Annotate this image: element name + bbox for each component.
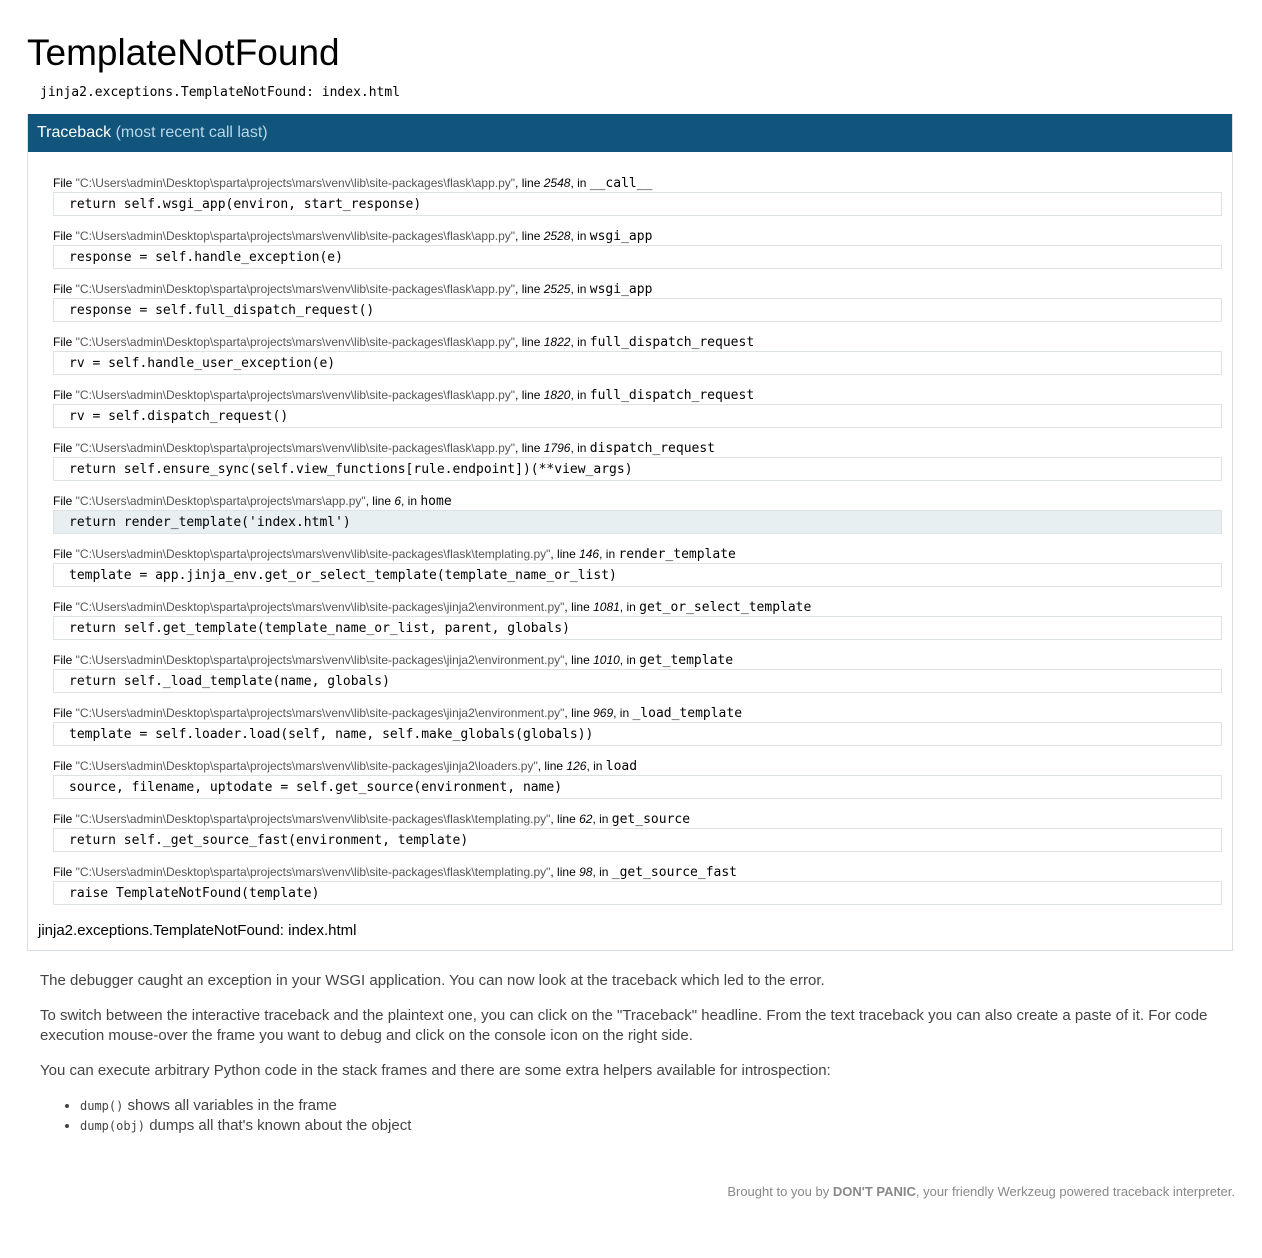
frame-filename: "C:\Users\admin\Desktop\sparta\projects\mars\venv\lib\site-packages\flask\app.py" xyxy=(75,176,516,190)
traceback-frame[interactable] xyxy=(53,386,1222,428)
traceback-frame[interactable] xyxy=(53,227,1222,269)
file-label: File xyxy=(53,229,76,243)
frame-lineno: 969 xyxy=(593,706,614,720)
in-label: , in xyxy=(599,547,619,561)
frame-lineno: 62 xyxy=(579,812,593,826)
frame-location xyxy=(53,651,1222,669)
file-label: File xyxy=(53,441,76,455)
frame-function: get_template xyxy=(639,653,734,668)
frame-filename: "C:\Users\admin\Desktop\sparta\projects\mars\venv\lib\site-packages\flask\templating.py" xyxy=(75,865,551,879)
frame-source-line[interactable]: return render_template('index.html') xyxy=(53,510,1222,534)
file-label: File xyxy=(53,759,76,773)
traceback-headline[interactable] xyxy=(28,114,1232,152)
traceback-panel xyxy=(27,114,1233,951)
frame-filename: "C:\Users\admin\Desktop\sparta\projects\mars\venv\lib\site-packages\flask\app.py" xyxy=(75,441,516,455)
file-label: File xyxy=(53,812,76,826)
frame-lineno: 1820 xyxy=(543,388,571,402)
frame-filename: "C:\Users\admin\Desktop\sparta\projects\mars\venv\lib\site-packages\jinja2\environment.py" xyxy=(75,706,565,720)
footer-brand: DON'T PANIC xyxy=(832,1184,916,1199)
frame-filename: "C:\Users\admin\Desktop\sparta\projects\mars\venv\lib\site-packages\jinja2\environment.py" xyxy=(75,600,565,614)
final-exception: jinja2.exceptions.TemplateNotFound: index.html xyxy=(38,922,357,939)
frame-location xyxy=(53,333,1222,351)
frame-function: __call__ xyxy=(589,176,653,191)
frame-function: _get_source_fast xyxy=(611,865,738,880)
frame-filename: "C:\Users\admin\Desktop\sparta\projects\mars\venv\lib\site-packages\flask\templating.py" xyxy=(75,812,551,826)
frame-source-line[interactable]: return self._load_template(name, globals) xyxy=(53,669,1222,693)
traceback-frame[interactable] xyxy=(53,439,1222,481)
line-label: , line xyxy=(564,653,594,667)
line-label: , line xyxy=(515,282,544,296)
in-label: , in xyxy=(592,865,612,879)
frame-location xyxy=(53,227,1222,245)
traceback-frame[interactable] xyxy=(53,333,1222,375)
line-label: , line xyxy=(515,229,544,243)
line-label: , line xyxy=(537,759,567,773)
frame-lineno: 1010 xyxy=(593,653,620,667)
frame-filename: "C:\Users\admin\Desktop\sparta\projects\mars\venv\lib\site-packages\jinja2\loaders.py" xyxy=(75,759,538,773)
traceback-frame[interactable] xyxy=(53,863,1222,905)
frame-location xyxy=(53,757,1222,775)
line-label: , line xyxy=(365,494,395,508)
frame-function: get_or_select_template xyxy=(639,600,812,615)
frame-location xyxy=(53,598,1222,616)
frame-lineno: 1822 xyxy=(543,335,571,349)
frame-function: _load_template xyxy=(632,706,743,721)
explanation-paragraph: The debugger caught an exception in your WSGI application. You can now look at the traceback which led to the error. xyxy=(40,972,825,989)
list-item xyxy=(80,1116,1235,1136)
frame-function: dispatch_request xyxy=(589,441,716,456)
in-label: , in xyxy=(570,282,590,296)
frame-filename: "C:\Users\admin\Desktop\sparta\projects\mars\app.py" xyxy=(75,494,366,508)
error-message: jinja2.exceptions.TemplateNotFound: index.html xyxy=(40,85,401,100)
frame-list xyxy=(28,152,1232,905)
frame-filename: "C:\Users\admin\Desktop\sparta\projects\mars\venv\lib\site-packages\flask\app.py" xyxy=(75,335,516,349)
frame-function: wsgi_app xyxy=(589,282,653,297)
frame-source-line[interactable]: rv = self.dispatch_request() xyxy=(53,404,1222,428)
frame-source-line[interactable]: template = app.jinja_env.get_or_select_template(template_name_or_list) xyxy=(53,563,1222,587)
in-label: , in xyxy=(613,706,633,720)
traceback-frame[interactable] xyxy=(53,545,1222,587)
frame-source-line[interactable]: source, filename, uptodate = self.get_source(environment, name) xyxy=(53,775,1222,799)
frame-filename: "C:\Users\admin\Desktop\sparta\projects\mars\venv\lib\site-packages\flask\app.py" xyxy=(75,229,516,243)
helper-text: shows all variables in the frame xyxy=(123,1097,337,1114)
line-label: , line xyxy=(515,176,544,190)
traceback-frame[interactable] xyxy=(53,280,1222,322)
line-label: , line xyxy=(550,812,580,826)
in-label: , in xyxy=(619,653,640,667)
frame-function: full_dispatch_request xyxy=(589,335,755,350)
frame-lineno: 1796 xyxy=(543,441,571,455)
frame-filename: "C:\Users\admin\Desktop\sparta\projects\mars\venv\lib\site-packages\flask\app.py" xyxy=(75,388,516,402)
helper-code: dump() xyxy=(80,1099,124,1113)
in-label: , in xyxy=(570,335,590,349)
list-item xyxy=(80,1096,1235,1116)
frame-location xyxy=(53,174,1222,192)
frame-lineno: 1081 xyxy=(593,600,620,614)
helpers-list xyxy=(40,1096,1235,1136)
in-label: , in xyxy=(570,176,590,190)
frame-location xyxy=(53,704,1222,722)
frame-source-line[interactable]: return self.get_template(template_name_or_list, parent, globals) xyxy=(53,616,1222,640)
file-label: File xyxy=(53,547,76,561)
frame-location xyxy=(53,439,1222,457)
footer-suffix: , your friendly Werkzeug powered traceback interpreter. xyxy=(915,1184,1235,1199)
line-label: , line xyxy=(515,441,544,455)
frame-filename: "C:\Users\admin\Desktop\sparta\projects\mars\venv\lib\site-packages\flask\app.py" xyxy=(75,282,516,296)
in-label: , in xyxy=(586,759,606,773)
frame-source-line[interactable]: template = self.loader.load(self, name, self.make_globals(globals)) xyxy=(53,722,1222,746)
frame-function: full_dispatch_request xyxy=(589,388,755,403)
frame-function: wsgi_app xyxy=(589,229,653,244)
frame-lineno: 2548 xyxy=(543,176,571,190)
file-label: File xyxy=(53,865,76,879)
in-label: , in xyxy=(401,494,421,508)
frame-source-line[interactable]: return self.ensure_sync(self.view_functions[rule.endpoint])(**view_args) xyxy=(53,457,1222,481)
file-label: File xyxy=(53,176,76,190)
frame-function: home xyxy=(420,494,452,509)
frame-function: load xyxy=(605,759,638,774)
frame-filename: "C:\Users\admin\Desktop\sparta\projects\mars\venv\lib\site-packages\flask\templating.py" xyxy=(75,547,551,561)
frame-source-line[interactable]: response = self.handle_exception(e) xyxy=(53,245,1222,269)
traceback-frame[interactable] xyxy=(53,651,1222,693)
frame-source-line[interactable]: response = self.full_dispatch_request() xyxy=(53,298,1222,322)
traceback-title: Traceback xyxy=(37,124,112,141)
frame-source-line[interactable]: raise TemplateNotFound(template) xyxy=(53,881,1222,905)
frame-source-line[interactable]: return self.wsgi_app(environ, start_response) xyxy=(53,192,1222,216)
explanation xyxy=(27,951,1235,1136)
frame-filename: "C:\Users\admin\Desktop\sparta\projects\mars\venv\lib\site-packages\jinja2\environment.py" xyxy=(75,653,565,667)
footer-prefix: Brought to you by xyxy=(727,1184,833,1199)
file-label: File xyxy=(53,335,76,349)
line-label: , line xyxy=(550,865,580,879)
file-label: File xyxy=(53,706,76,720)
file-label: File xyxy=(53,494,76,508)
traceback-frame[interactable] xyxy=(53,598,1222,640)
frame-lineno: 146 xyxy=(579,547,600,561)
explanation-paragraph: You can execute arbitrary Python code in the stack frames and there are some extra helpers available for introspection: xyxy=(40,1062,831,1079)
in-label: , in xyxy=(592,812,612,826)
traceback-frame[interactable] xyxy=(53,757,1222,799)
in-label: , in xyxy=(570,229,590,243)
in-label: , in xyxy=(570,388,590,402)
frame-source-line[interactable]: return self._get_source_fast(environment, template) xyxy=(53,828,1222,852)
file-label: File xyxy=(53,653,76,667)
file-label: File xyxy=(53,282,76,296)
traceback-frame[interactable] xyxy=(53,174,1222,216)
line-label: , line xyxy=(515,335,544,349)
frame-location xyxy=(53,863,1222,881)
frame-function: get_source xyxy=(611,812,691,827)
frame-lineno: 126 xyxy=(566,759,587,773)
frame-lineno: 2525 xyxy=(543,282,571,296)
frame-lineno: 98 xyxy=(579,865,593,879)
file-label: File xyxy=(53,388,76,402)
page-title: TemplateNotFound xyxy=(27,32,340,73)
traceback-frame[interactable] xyxy=(53,492,1222,534)
frame-location xyxy=(53,280,1222,298)
line-label: , line xyxy=(515,388,544,402)
frame-function: render_template xyxy=(618,547,736,562)
frame-location xyxy=(53,545,1222,563)
helper-code: dump(obj) xyxy=(80,1119,146,1133)
in-label: , in xyxy=(619,600,640,614)
traceback-frame[interactable] xyxy=(53,810,1222,852)
frame-lineno: 6 xyxy=(394,494,402,508)
frame-lineno: 2528 xyxy=(543,229,571,243)
file-label: File xyxy=(53,600,76,614)
frame-location xyxy=(53,492,1222,510)
helper-text: dumps all that's known about the object xyxy=(145,1117,412,1134)
footer xyxy=(727,1184,1235,1199)
in-label: , in xyxy=(570,441,590,455)
traceback-frame[interactable] xyxy=(53,704,1222,746)
explanation-paragraph: To switch between the interactive traceback and the plaintext one, you can click on the "Traceback" headline. From the text traceback you can also create a paste of it. For code execution mouse-over the frame you want to debug and click on the console icon on the right side. xyxy=(40,1007,1208,1044)
frame-source-line[interactable]: rv = self.handle_user_exception(e) xyxy=(53,351,1222,375)
traceback-subtitle: (most recent call last) xyxy=(115,124,268,141)
line-label: , line xyxy=(564,600,594,614)
frame-location xyxy=(53,386,1222,404)
line-label: , line xyxy=(564,706,594,720)
line-label: , line xyxy=(550,547,580,561)
frame-location xyxy=(53,810,1222,828)
